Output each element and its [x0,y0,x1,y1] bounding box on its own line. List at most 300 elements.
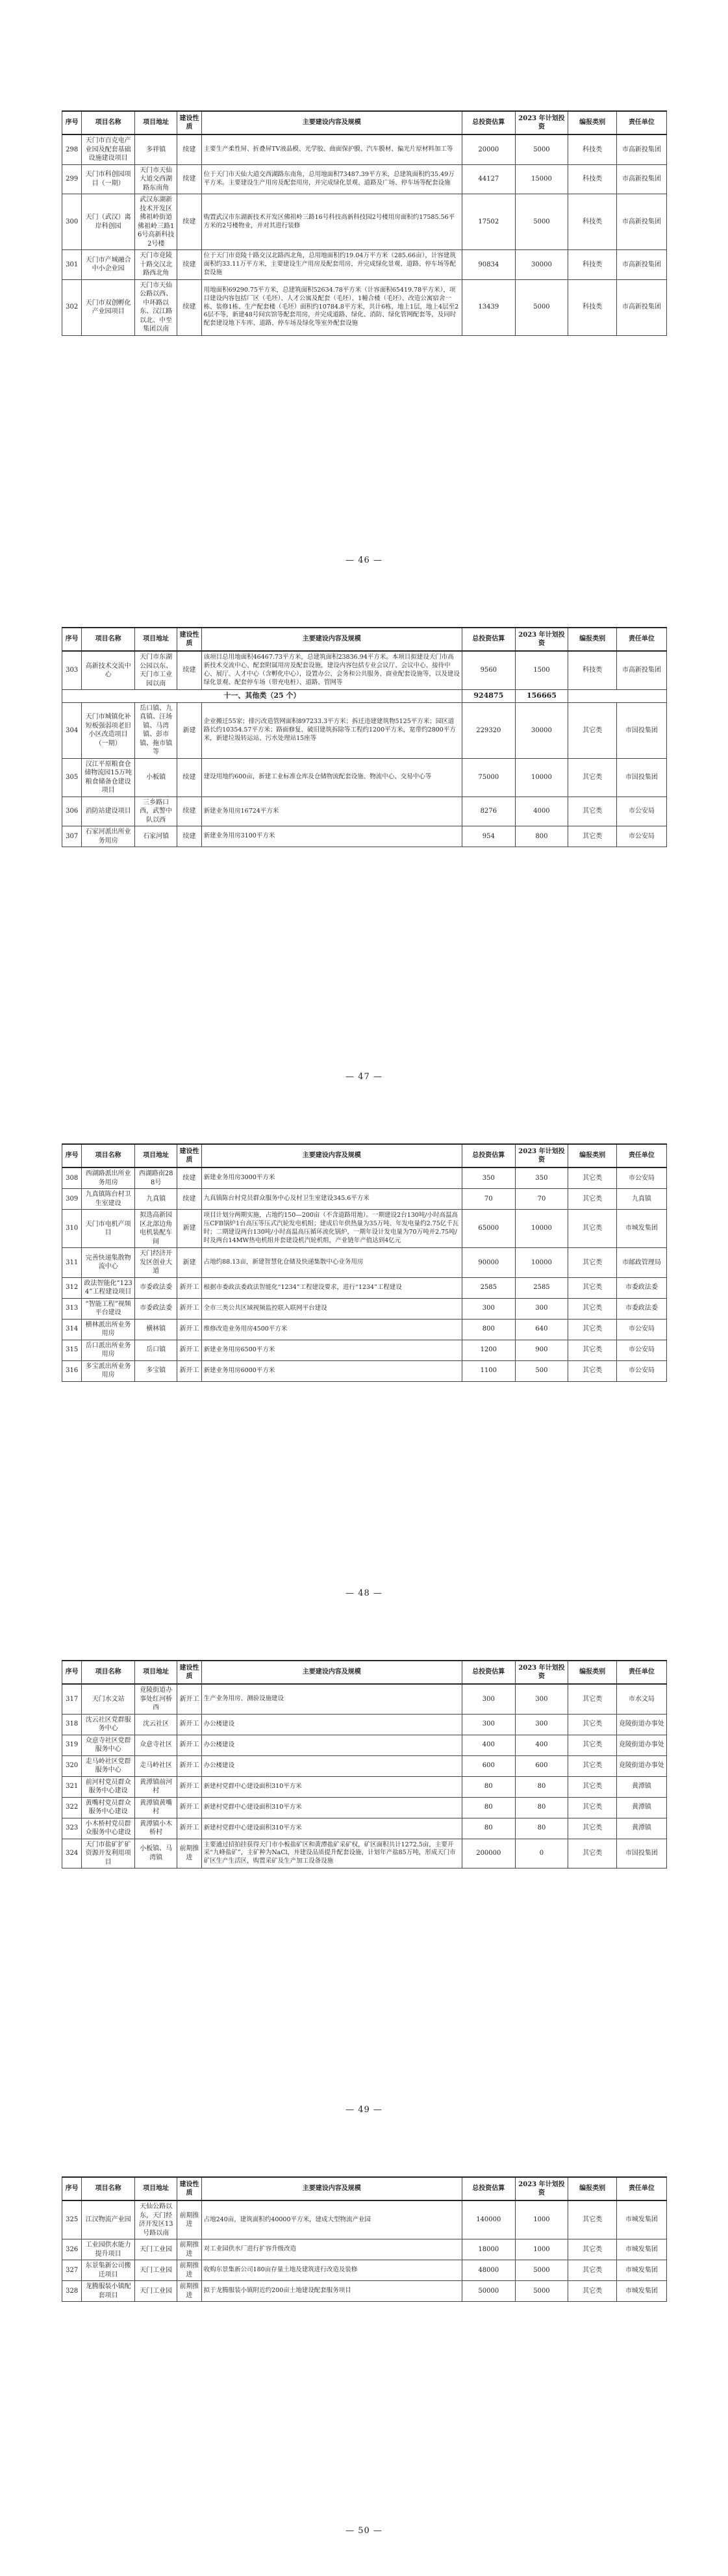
cell-no: 301 [62,250,82,280]
cell-nature: 续建 [177,1189,201,1210]
project-table [62,2176,667,2302]
cell-plan: 10000 [515,1248,568,1278]
cell-cat: 其它类 [568,1277,617,1298]
table-row [62,1776,667,1797]
cell-nature: 续建 [177,1167,201,1189]
table-header-row [62,628,667,651]
cell-plan: 500 [515,1360,568,1381]
header-content: 主要建设内容及规模 [201,1144,462,1167]
cell-plan: 5000 [515,2281,568,2302]
table-row [62,250,667,280]
table-row [62,194,667,250]
cell-name: 天门市科创园项目（一期） [82,164,135,194]
cell-loc: 天门市天仙公路以西、中环路以东、汉江路以北、中至集团以南 [134,279,177,335]
cell-cat: 其它类 [568,1818,617,1839]
cell-plan: 1000 [515,2239,568,2260]
cell-content: 拟于龙腾服装小镇附近约200亩土地建设配套服务项目 [201,2281,462,2302]
header-loc: 项目地址 [134,111,177,134]
cell-unit: 市高新投集团 [616,279,666,335]
header-loc: 项目地址 [134,2177,177,2200]
project-table [62,110,667,336]
table-header-row [62,1661,667,1684]
cell-cat: 其它类 [568,1755,617,1776]
cell-invest: 600 [462,1755,515,1776]
cell-cat: 科技类 [568,651,617,690]
header-content: 主要建设内容及规模 [201,1661,462,1684]
cell-unit: 市国投集团 [616,1839,666,1868]
table-row [62,134,667,164]
cell-name: 高新技术交流中心 [82,651,135,690]
header-unit: 责任单位 [616,1661,666,1684]
cell-content: 新建业务用房6500平方米 [201,1340,462,1360]
cell-loc: 石家河镇 [134,826,177,847]
table-row [62,702,667,758]
cell-name: 小木桥村党员群众服务中心建设 [82,1818,135,1839]
cell-unit: 黄潭镇 [616,1797,666,1818]
cell-invest: 2585 [462,1277,515,1298]
cell-plan: 600 [515,1755,568,1776]
table-row [62,2239,667,2260]
cell-loc: 小板镇 [134,758,177,797]
table-row [62,1248,667,1278]
cell-loc: 小板镇、马湾镇 [134,1839,177,1868]
table-row [62,1797,667,1818]
cell-unit: 市高新投集团 [616,134,666,164]
cell-loc: 天门工业园 [134,2239,177,2260]
table-header-row [62,2177,667,2200]
cell-loc: 三乡路口西，武警中队以西 [134,797,177,826]
subtotal-plan: 156665 [515,690,568,703]
cell-cat: 科技类 [568,134,617,164]
cell-nature: 前期推进 [177,2239,201,2260]
cell-invest: 70 [462,1189,515,1210]
cell-plan: 300 [515,1714,568,1735]
cell-unit: 市国投集团 [616,702,666,758]
cell-unit: 市水文局 [616,1684,666,1714]
cell-cat: 其它类 [568,1189,617,1210]
cell-name: 消防站建设项目 [82,797,135,826]
cell-content: 对工业园供水厂进行扩容升级改造 [201,2239,462,2260]
cell-cat: 其它类 [568,1298,617,1319]
cell-invest: 18000 [462,2239,515,2260]
cell-cat: 其它类 [568,2260,617,2281]
cell-loc: 横林镇 [134,1319,177,1340]
cell-no: 323 [62,1818,82,1839]
cell-name: 工业园供水能力提升项目 [82,2239,135,2260]
header-plan: 2023 年计划投资 [515,1144,568,1167]
table-header-row [62,1144,667,1167]
cell-invest: 8276 [462,797,515,826]
cell-unit: 市高新投集团 [616,164,666,194]
cell-name: 岳口派出所业务用房 [82,1340,135,1360]
cell-content: 新建村党群中心建设面积310平方米 [201,1818,462,1839]
cell-no: 307 [62,826,82,847]
cell-loc: 黄潭镇小木桥村 [134,1818,177,1839]
cell-cat: 其它类 [568,1248,617,1278]
cell-invest: 200000 [462,1839,515,1868]
cell-nature: 新开工 [177,1319,201,1340]
cell-unit: 市城发集团 [616,1210,666,1248]
cell-cat: 其它类 [568,1776,617,1797]
cell-nature: 新开工 [177,1360,201,1381]
cell-unit: 市高新投集团 [616,651,666,690]
cell-invest: 75000 [462,758,515,797]
cell-cat: 其它类 [568,1797,617,1818]
cell-plan: 1000 [515,2200,568,2239]
cell-cat: 其它类 [568,1319,617,1340]
cell-name: 黄嘴村党员群众服务中心建设 [82,1797,135,1818]
cell-plan: 80 [515,1776,568,1797]
header-nature: 建设性质 [177,1661,201,1684]
cell-invest: 50000 [462,2281,515,2302]
table-row [62,2281,667,2302]
cell-nature: 新开工 [177,1277,201,1298]
header-no: 序号 [62,1661,82,1684]
cell-name: 天门市城镇化补短板强弱项老旧小区改造项目（一期） [82,702,135,758]
cell-loc: 天门市天仙大道交西湖路东南角 [134,164,177,194]
cell-content: 用地面积69290.75平方米，总建筑面积52634.78平方米（计容面积65419.78平方米），项目建设内容包括厂区（毛坯）、人才公寓及配套（毛坯）、1幢合楼（毛坯）、改造公寓宿舍一栋、装修1栋、生产配套楼（毛坯）面积约10784.8平方米，共计6栋，地上1层，地上4层至26层不等，新建48号间宾馆等配套用房，并完成道路、绿化、消防、绿化管网配套等，及同时配套建设地下车库、道路、停车场及绿化等室外配套设施 [201,279,462,335]
cell-content: 办公楼建设 [201,1735,462,1755]
cell-content: 主要生产柔性屏、折叠屏TV液晶模、光学胶、曲面保护膜、汽车膜材、偏光片原材料加工等 [201,134,462,164]
cell-no: 317 [62,1684,82,1714]
cell-unit: 市城发集团 [616,2260,666,2281]
cell-no: 312 [62,1277,82,1298]
project-table [62,627,667,847]
cell-unit: 市城发集团 [616,2239,666,2260]
cell-cat: 科技类 [568,194,617,250]
table-row [62,651,667,690]
cell-nature: 续建 [177,797,201,826]
cell-content: 新建业务用房6000平方米 [201,1360,462,1381]
table-row [62,797,667,826]
header-unit: 责任单位 [616,2177,666,2200]
header-nature: 建设性质 [177,628,201,651]
cell-unit: 竟陵街道办事处 [616,1714,666,1735]
cell-content: 新建村党群中心建设面积310平方米 [201,1776,462,1797]
table-row [62,1755,667,1776]
cell-invest: 9560 [462,651,515,690]
cell-name: 天门市产城融合中小企业园 [82,250,135,280]
cell-cat: 其它类 [568,1839,617,1868]
cell-invest: 229320 [462,702,515,758]
cell-invest: 350 [462,1167,515,1189]
table-row [62,1735,667,1755]
cell-cat: 科技类 [568,250,617,280]
header-name: 项目名称 [82,1144,135,1167]
cell-unit: 九真镇 [616,1189,666,1210]
cell-no: 299 [62,164,82,194]
cell-content: 九真镇陈台村党员群众服务中心及村卫生室建设345.6平方米 [201,1189,462,1210]
header-no: 序号 [62,2177,82,2200]
cell-loc: 西湖路南288号 [134,1167,177,1189]
cell-content: 新建业务用房16724平方米 [201,797,462,826]
header-no: 序号 [62,1144,82,1167]
cell-no: 305 [62,758,82,797]
header-content: 主要建设内容及规模 [201,628,462,651]
header-unit: 责任单位 [616,628,666,651]
header-cat: 编报类别 [568,111,617,134]
cell-name: 多宝派出所业务用房 [82,1360,135,1381]
cell-invest: 954 [462,826,515,847]
cell-name: 政法智能化“1234”工程建设项目 [82,1277,135,1298]
cell-name: “智能工程”视频平台建设 [82,1298,135,1319]
cell-plan: 5000 [515,2260,568,2281]
cell-cat: 其它类 [568,1340,617,1360]
cell-loc: 天仙公路以东，天门经济开发区13号路以南 [134,2200,177,2239]
cell-no: 309 [62,1189,82,1210]
table-row [62,1277,667,1298]
cell-nature: 续建 [177,250,201,280]
header-loc: 项目地址 [134,1661,177,1684]
cell-content: 办公楼建设 [201,1714,462,1735]
subtotal-row [62,690,667,703]
header-content: 主要建设内容及规模 [201,111,462,134]
cell-nature: 新开工 [177,1298,201,1319]
cell-plan: 300 [515,1684,568,1714]
cell-no: 325 [62,2200,82,2239]
cell-content: 购置武汉市东湖新技术开发区佛祖岭三路16号科技高新科技园2号楼用房面积约17585.56平方米的2号楼物业，并对其进行装修 [201,194,462,250]
cell-nature: 新建 [177,1248,201,1278]
cell-loc: 众意寺社区 [134,1735,177,1755]
cell-plan: 5000 [515,194,568,250]
cell-cat: 其它类 [568,1210,617,1248]
cell-no: 328 [62,2281,82,2302]
page-number: — 46 — [345,555,383,565]
cell-no: 319 [62,1735,82,1755]
cell-content: 收购东景集新公司180亩存量土地及建筑进行改造及装修 [201,2260,462,2281]
cell-unit: 市公安局 [616,797,666,826]
cell-loc: 岳口镇 [134,1340,177,1360]
cell-content: 全市三类公共区域视频监控联入联网平台建设 [201,1298,462,1319]
cell-loc: 天门经济开发区创业大道 [134,1248,177,1278]
cell-no: 314 [62,1319,82,1340]
cell-nature: 续建 [177,826,201,847]
cell-loc: 天门市竟陵十路交汉北路西北角 [134,250,177,280]
header-no: 序号 [62,111,82,134]
table-row [62,1818,667,1839]
project-table [62,1660,667,1868]
page-number: — 49 — [345,2105,383,2115]
cell-content: 占地约88.13亩，新建智慧化仓储及快递集散中心业务用房 [201,1248,462,1278]
cell-invest: 90834 [462,250,515,280]
cell-loc: 黄潭镇前河村 [134,1776,177,1797]
cell-unit: 市公安局 [616,1340,666,1360]
cell-content: 新建业务用房3100平方米 [201,826,462,847]
cell-no: 327 [62,2260,82,2281]
cell-cat: 其它类 [568,758,617,797]
cell-nature: 续建 [177,134,201,164]
cell-nature: 新建 [177,1210,201,1248]
cell-cat: 其它类 [568,1167,617,1189]
table-row [62,2200,667,2239]
cell-content: 办公楼建设 [201,1755,462,1776]
table-row [62,1319,667,1340]
cell-cat: 其它类 [568,702,617,758]
cell-name: 江汉物流产业园 [82,2200,135,2239]
table-row [62,1360,667,1381]
cell-name: 天门（武汉）离岸科创园 [82,194,135,250]
page-number: — 47 — [345,1072,383,1082]
table-row [62,164,667,194]
cell-invest: 1200 [462,1340,515,1360]
cell-nature: 前期推进 [177,2200,201,2239]
cell-nature: 续建 [177,194,201,250]
cell-nature: 前期推进 [177,2260,201,2281]
cell-nature: 新开工 [177,1714,201,1735]
cell-invest: 48000 [462,2260,515,2281]
header-no: 序号 [62,628,82,651]
cell-unit: 竟陵街道办事处 [616,1735,666,1755]
cell-loc: 市委政法委 [134,1277,177,1298]
cell-content: 新建村党群中心建设面积310平方米 [201,1797,462,1818]
cell-unit: 市国投集团 [616,758,666,797]
header-unit: 责任单位 [616,111,666,134]
table-header-row [62,111,667,134]
cell-unit: 市高新投集团 [616,250,666,280]
cell-loc: 武汉东湖新技术开发区佛祖岭街道佛祖岭三路16号高新科技2号楼 [134,194,177,250]
cell-cat: 其它类 [568,1360,617,1381]
cell-plan: 900 [515,1340,568,1360]
cell-plan: 5000 [515,134,568,164]
cell-cat: 科技类 [568,279,617,335]
cell-invest: 44127 [462,164,515,194]
subtotal-label: 十一、其他类（25 个） [62,690,462,703]
header-unit: 责任单位 [616,1144,666,1167]
cell-plan: 5000 [515,279,568,335]
cell-no: 310 [62,1210,82,1248]
cell-content: 占地240亩，建筑面积约40000平方米，建成大型物流产业园 [201,2200,462,2239]
cell-nature: 新开工 [177,1797,201,1818]
cell-cat: 其它类 [568,1735,617,1755]
cell-name: 天门市盐矿扩矿资源开发利用项目 [82,1839,135,1868]
cell-invest: 300 [462,1684,515,1714]
table-row [62,1839,667,1868]
header-plan: 2023 年计划投资 [515,2177,568,2200]
header-cat: 编报类别 [568,2177,617,2200]
project-table [62,1143,667,1382]
cell-content: 位于天门市天仙大道交西湖路东南角，总用地面积73487.39平方米，总建筑面积约35.49万平方米。主要建设生产用房及配套用房，并完成绿化景观、道路及广场、停车场等配套设施 [201,164,462,194]
cell-loc: 黄潭镇黄嘴村 [134,1797,177,1818]
cell-no: 313 [62,1298,82,1319]
cell-plan: 80 [515,1797,568,1818]
header-cat: 编报类别 [568,1661,617,1684]
table-row [62,1684,667,1714]
cell-cat: 科技类 [568,164,617,194]
cell-plan: 1500 [515,651,568,690]
header-plan: 2023 年计划投资 [515,628,568,651]
cell-cat: 其它类 [568,2239,617,2260]
header-invest: 总投资估算 [462,628,515,651]
cell-loc: 竟陵街道办事处红河桥西 [134,1684,177,1714]
cell-content: 主要通过招拍挂获得天门市小板盐矿区和黄潭盐矿采矿权，矿区面积共计1272.5亩，主要开采“九峰盐矿”，主矿种为NaCl，并建设品质提升配套设施，计划年产盐85万吨，形成天门市矿区生产生活区，购置采矿及生产加工设备设施 [201,1839,462,1868]
header-name: 项目名称 [82,111,135,134]
cell-name: 龙腾服装小镇配套项目 [82,2281,135,2302]
cell-name: 东景集新公司搬迁项目 [82,2260,135,2281]
cell-invest: 140000 [462,2200,515,2239]
cell-content: 生产业务用房、测验设施建设 [201,1684,462,1714]
cell-unit: 市公安局 [616,826,666,847]
cell-loc: 九真镇 [134,1189,177,1210]
cell-content: 位于天门市竟陵十路交汉北路西北角，总用地面积约19.04万平方米（285.66亩），计容建筑面积约33.11万平方米，主要建设生产用房及配套用房，并完成绿化景观、道路、停车场等配套设施 [201,250,462,280]
header-name: 项目名称 [82,628,135,651]
cell-loc: 市委政法委 [134,1298,177,1319]
header-plan: 2023 年计划投资 [515,1661,568,1684]
table-row [62,1210,667,1248]
cell-name: 九真镇陈台村卫生室建设 [82,1189,135,1210]
cell-invest: 300 [462,1298,515,1319]
cell-name: 天门市百克电产业园及配套基础设施建设项目 [82,134,135,164]
table-row [62,826,667,847]
cell-invest: 400 [462,1735,515,1755]
cell-name: 沈云社区党群服务中心 [82,1714,135,1735]
cell-name: 汉江平原粮食仓储物流园15万吨粮食储备仓建设项目 [82,758,135,797]
header-invest: 总投资估算 [462,111,515,134]
cell-plan: 15000 [515,164,568,194]
table-row [62,279,667,335]
cell-plan: 640 [515,1319,568,1340]
cell-nature: 新开工 [177,1755,201,1776]
cell-no: 315 [62,1340,82,1360]
cell-unit: 市高新投集团 [616,194,666,250]
table-row [62,1189,667,1210]
page-number: — 50 — [345,2526,383,2536]
cell-name: 天门市电机产项目 [82,1210,135,1248]
cell-invest: 17502 [462,194,515,250]
cell-invest: 300 [462,1714,515,1735]
cell-unit: 市公安局 [616,1319,666,1340]
cell-unit: 市公安局 [616,1167,666,1189]
cell-cat: 其它类 [568,826,617,847]
cell-no: 302 [62,279,82,335]
cell-loc: 天门工业园 [134,2260,177,2281]
cell-name: 天门市双创孵化产业园项目 [82,279,135,335]
cell-no: 298 [62,134,82,164]
cell-no: 316 [62,1360,82,1381]
cell-loc: 天门工业园 [134,2281,177,2302]
cell-invest: 13439 [462,279,515,335]
cell-nature: 续建 [177,651,201,690]
cell-plan: 70 [515,1189,568,1210]
cell-loc: 天门市东湖公园以东、天门市工业园以南 [134,651,177,690]
cell-plan: 10000 [515,1210,568,1248]
cell-name: 天门水文站 [82,1684,135,1714]
cell-content: 根据市委政法委政法智能化“1234”工程建设要求，进行“1234”工程建设 [201,1277,462,1298]
cell-loc: 多祥镇 [134,134,177,164]
cell-nature: 新开工 [177,1776,201,1797]
cell-content: 新建业务用房3000平方米 [201,1167,462,1189]
cell-plan: 350 [515,1167,568,1189]
cell-no: 306 [62,797,82,826]
cell-content: 建设用地约600亩，新建工业标准仓库及仓储物流配套设施、物流中心、交易中心等 [201,758,462,797]
cell-unit: 市委政法委 [616,1277,666,1298]
cell-nature: 续建 [177,279,201,335]
cell-name: 石家河派出所业务用房 [82,826,135,847]
cell-cat: 其它类 [568,2200,617,2239]
header-loc: 项目地址 [134,628,177,651]
cell-unit: 市委政法委 [616,1298,666,1319]
cell-nature: 续建 [177,758,201,797]
cell-no: 320 [62,1755,82,1776]
header-invest: 总投资估算 [462,1144,515,1167]
cell-no: 308 [62,1167,82,1189]
cell-name: 横林派出所业务用房 [82,1319,135,1340]
cell-loc: 岳口镇、九真镇、汪场镇、马湾镇、彭市镇、拖市镇等 [134,702,177,758]
subtotal-empty [568,690,667,703]
cell-invest: 80 [462,1818,515,1839]
cell-no: 324 [62,1839,82,1868]
cell-invest: 1100 [462,1360,515,1381]
header-name: 项目名称 [82,2177,135,2200]
